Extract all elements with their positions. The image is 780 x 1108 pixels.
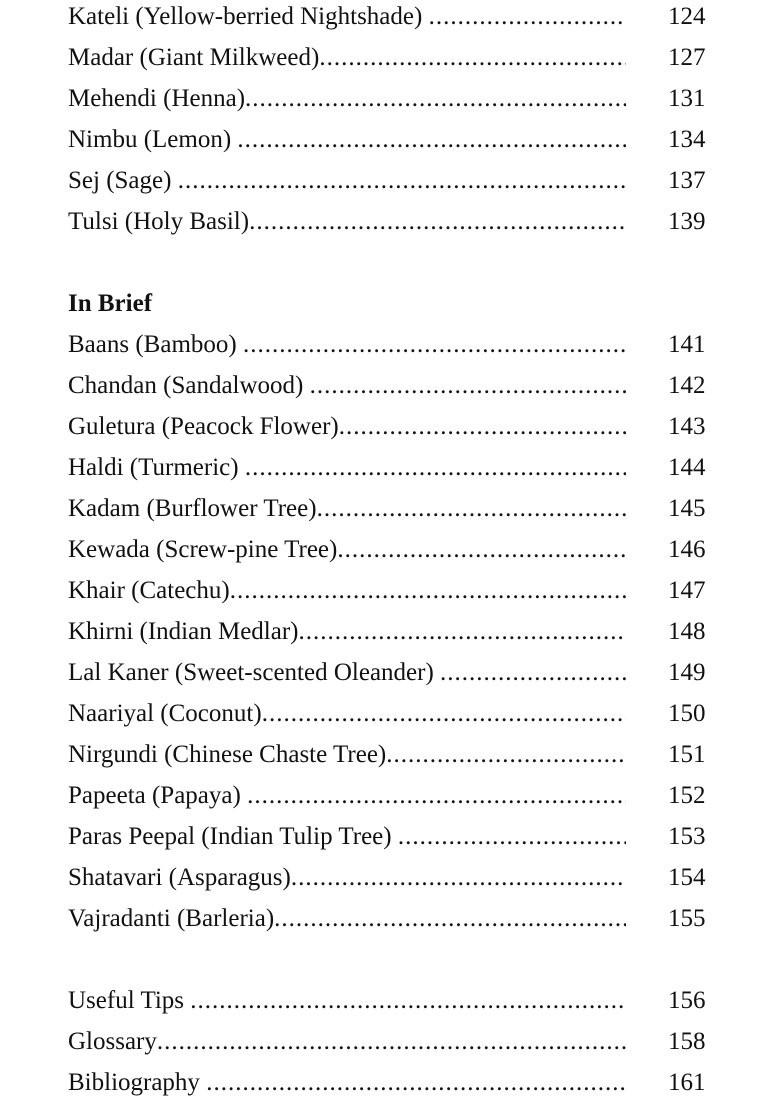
- toc-entry: [68, 119, 718, 160]
- toc-entry-page: 161: [668, 1069, 706, 1096]
- toc-entry-page: 127: [668, 44, 706, 71]
- toc-entry-title: Papeeta (Papaya): [68, 782, 248, 809]
- toc-entry: [68, 734, 718, 775]
- toc-entry: [68, 37, 718, 78]
- toc-entry-title: Vajradanti (Barleria): [68, 905, 275, 932]
- toc-entry-page: 150: [668, 700, 706, 727]
- toc-entry-page: 145: [668, 495, 706, 522]
- toc-entry: [68, 570, 718, 611]
- toc-entry: [68, 652, 718, 693]
- toc-entry-title: Guletura (Peacock Flower): [68, 413, 339, 440]
- toc-entry-page: 134: [668, 126, 706, 153]
- toc-entry: [68, 406, 718, 447]
- toc-entry-page: 149: [668, 659, 706, 686]
- toc-entry: [68, 1062, 718, 1103]
- toc-entry-title: Sej (Sage): [68, 167, 178, 194]
- section-heading: In Brief: [68, 290, 153, 317]
- toc-entry-page: 152: [668, 782, 706, 809]
- toc-entry-title: Kewada (Screw-pine Tree): [68, 536, 338, 563]
- toc-entry: [68, 775, 718, 816]
- section-gap: [68, 242, 718, 283]
- toc-entry-page: 155: [668, 905, 706, 932]
- toc-entry-page: 143: [668, 413, 706, 440]
- toc-entry-title: Mehendi (Henna): [68, 85, 246, 112]
- toc-entry-title: Nimbu (Lemon): [68, 126, 238, 153]
- toc-entry-title: Tulsi (Holy Basil): [68, 208, 250, 235]
- toc-entry-title: Nirgundi (Chinese Chaste Tree): [68, 741, 387, 768]
- toc-entry-title: Bibliography: [68, 1069, 207, 1096]
- toc-entry-title: Glossary: [68, 1028, 157, 1055]
- toc-entry: [68, 529, 718, 570]
- table-of-contents: [68, 0, 718, 1103]
- toc-entry-page: 137: [668, 167, 706, 194]
- toc-entry-title: Madar (Giant Milkweed): [68, 44, 320, 71]
- toc-entry-title: Paras Peepal (Indian Tulip Tree): [68, 823, 398, 850]
- toc-entry: [68, 160, 718, 201]
- toc-entry-page: 146: [668, 536, 706, 563]
- toc-entry-title: Khair (Catechu): [68, 577, 230, 604]
- toc-entry-page: 158: [668, 1028, 706, 1055]
- toc-entry: [68, 0, 718, 37]
- toc-entry: [68, 980, 718, 1021]
- toc-entry-title: Naariyal (Coconut): [68, 700, 262, 727]
- toc-entry-title: Kadam (Burflower Tree): [68, 495, 317, 522]
- toc-entry: [68, 857, 718, 898]
- toc-entry: [68, 78, 718, 119]
- toc-entry: [68, 201, 718, 242]
- toc-entry-page: 141: [668, 331, 706, 358]
- toc-entry-page: 153: [668, 823, 706, 850]
- toc-entry-title: Chandan (Sandalwood): [68, 372, 310, 399]
- toc-entry-title: Baans (Bamboo): [68, 331, 243, 358]
- toc-entry-title: Haldi (Turmeric): [68, 454, 245, 481]
- toc-entry-page: 142: [668, 372, 706, 399]
- toc-entry: [68, 447, 718, 488]
- toc-entry-title: Khirni (Indian Medlar): [68, 618, 299, 645]
- toc-entry-title: Kateli (Yellow-berried Nightshade): [68, 3, 429, 30]
- toc-entry-page: 131: [668, 85, 706, 112]
- toc-entry-page: 124: [668, 3, 706, 30]
- toc-entry: [68, 1021, 718, 1062]
- toc-entry-title: Shatavari (Asparagus): [68, 864, 291, 891]
- toc-entry-page: 148: [668, 618, 706, 645]
- section-gap: [68, 939, 718, 980]
- toc-entry: [68, 611, 718, 652]
- toc-group-back-matter: [68, 980, 718, 1103]
- toc-entry-page: 139: [668, 208, 706, 235]
- toc-entry: [68, 365, 718, 406]
- toc-entry: [68, 488, 718, 529]
- toc-entry: [68, 898, 718, 939]
- toc-entry-title: Useful Tips: [68, 987, 191, 1014]
- toc-entry-page: 151: [668, 741, 706, 768]
- toc-group-plants: [68, 0, 718, 242]
- toc-entry-page: 154: [668, 864, 706, 891]
- toc-entry-page: 156: [668, 987, 706, 1014]
- toc-entry: [68, 693, 718, 734]
- toc-group-in-brief: [68, 283, 718, 939]
- toc-entry-page: 144: [668, 454, 706, 481]
- toc-entry: [68, 324, 718, 365]
- toc-entry-page: 147: [668, 577, 706, 604]
- toc-entry-title: Lal Kaner (Sweet-scented Oleander): [68, 659, 441, 686]
- toc-entry: [68, 816, 718, 857]
